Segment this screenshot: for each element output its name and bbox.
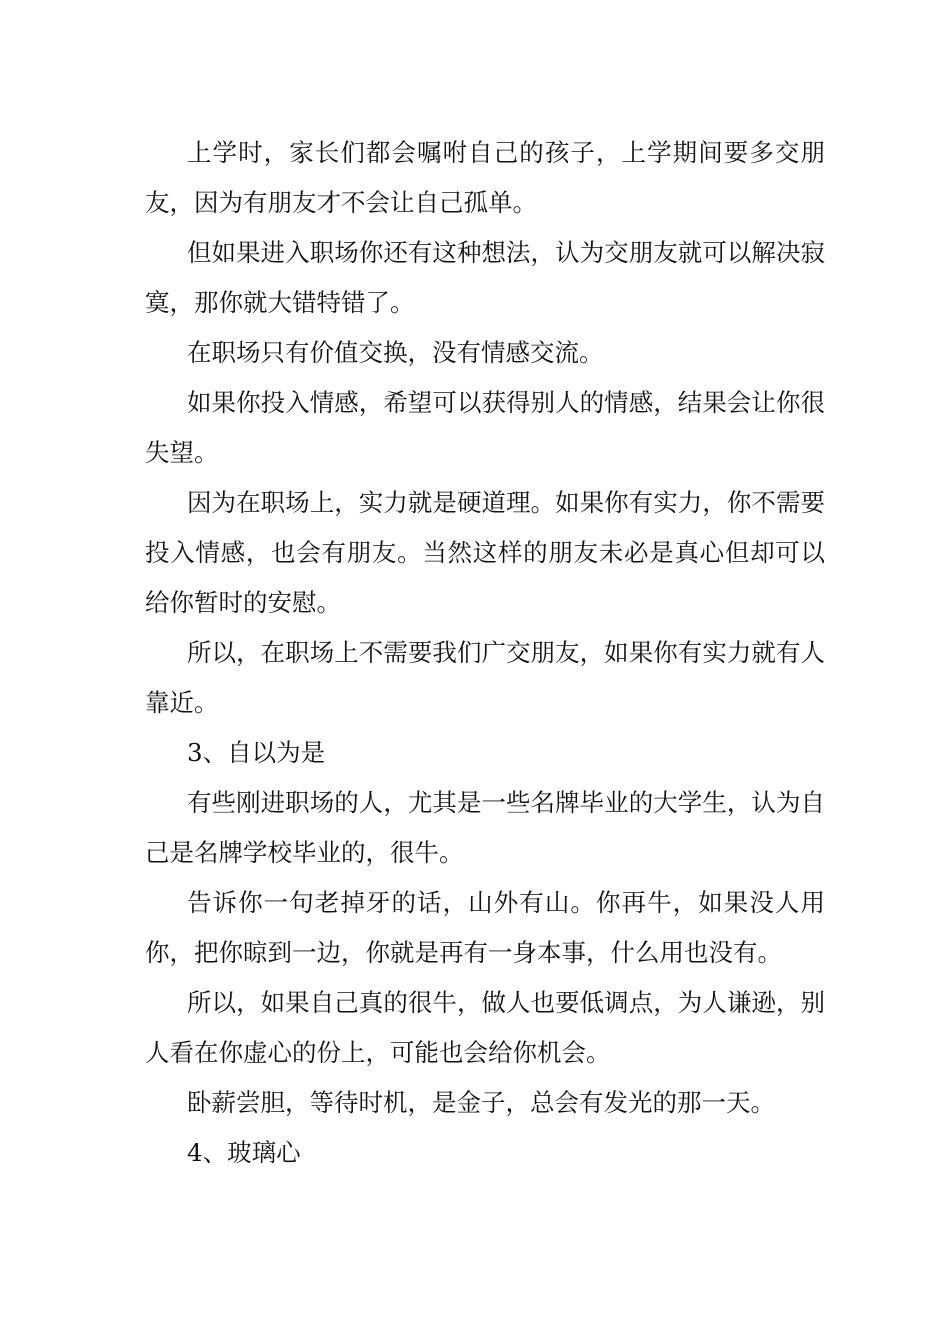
paragraph-7: 有些刚进职场的人，尤其是一些名牌毕业的大学生，认为自己是名牌学校毕业的，很牛。 [145,788,825,867]
section-heading-4: 4、玻璃心 [187,1138,301,1167]
paragraph-2: 但如果进入职场你还有这种想法，认为交朋友就可以解决寂寞，那你就大错特错了。 [145,238,825,317]
paragraph-3: 在职场只有价值交换，没有情感交流。 [187,338,604,367]
paragraph-9: 所以，如果自己真的很牛，做人也要低调点，为人谦逊，别人看在你虚心的份上，可能也会给你机会。 [145,988,825,1067]
paragraph-5: 因为在职场上，实力就是硬道理。如果你有实力，你不需要投入情感，也会有朋友。当然这样的朋友未必是真心但却可以给你暂时的安慰。 [145,488,825,617]
paragraph-4: 如果你投入情感，希望可以获得别人的情感，结果会让你很失望。 [145,388,825,467]
paragraph-8: 告诉你一句老掉牙的话，山外有山。你再牛，如果没人用你，把你晾到一边，你就是再有一身本事，什么用也没有。 [145,888,825,967]
paragraph-1: 上学时，家长们都会嘱咐自己的孩子，上学期间要多交朋友，因为有朋友才不会让自己孤单。 [145,138,825,217]
document-body [145,128,825,1178]
paragraph-10: 卧薪尝胆，等待时机，是金子，总会有发光的那一天。 [187,1088,775,1117]
section-heading-3: 3、自以为是 [187,738,326,767]
paragraph-6: 所以，在职场上不需要我们广交朋友，如果你有实力就有人靠近。 [145,638,825,717]
